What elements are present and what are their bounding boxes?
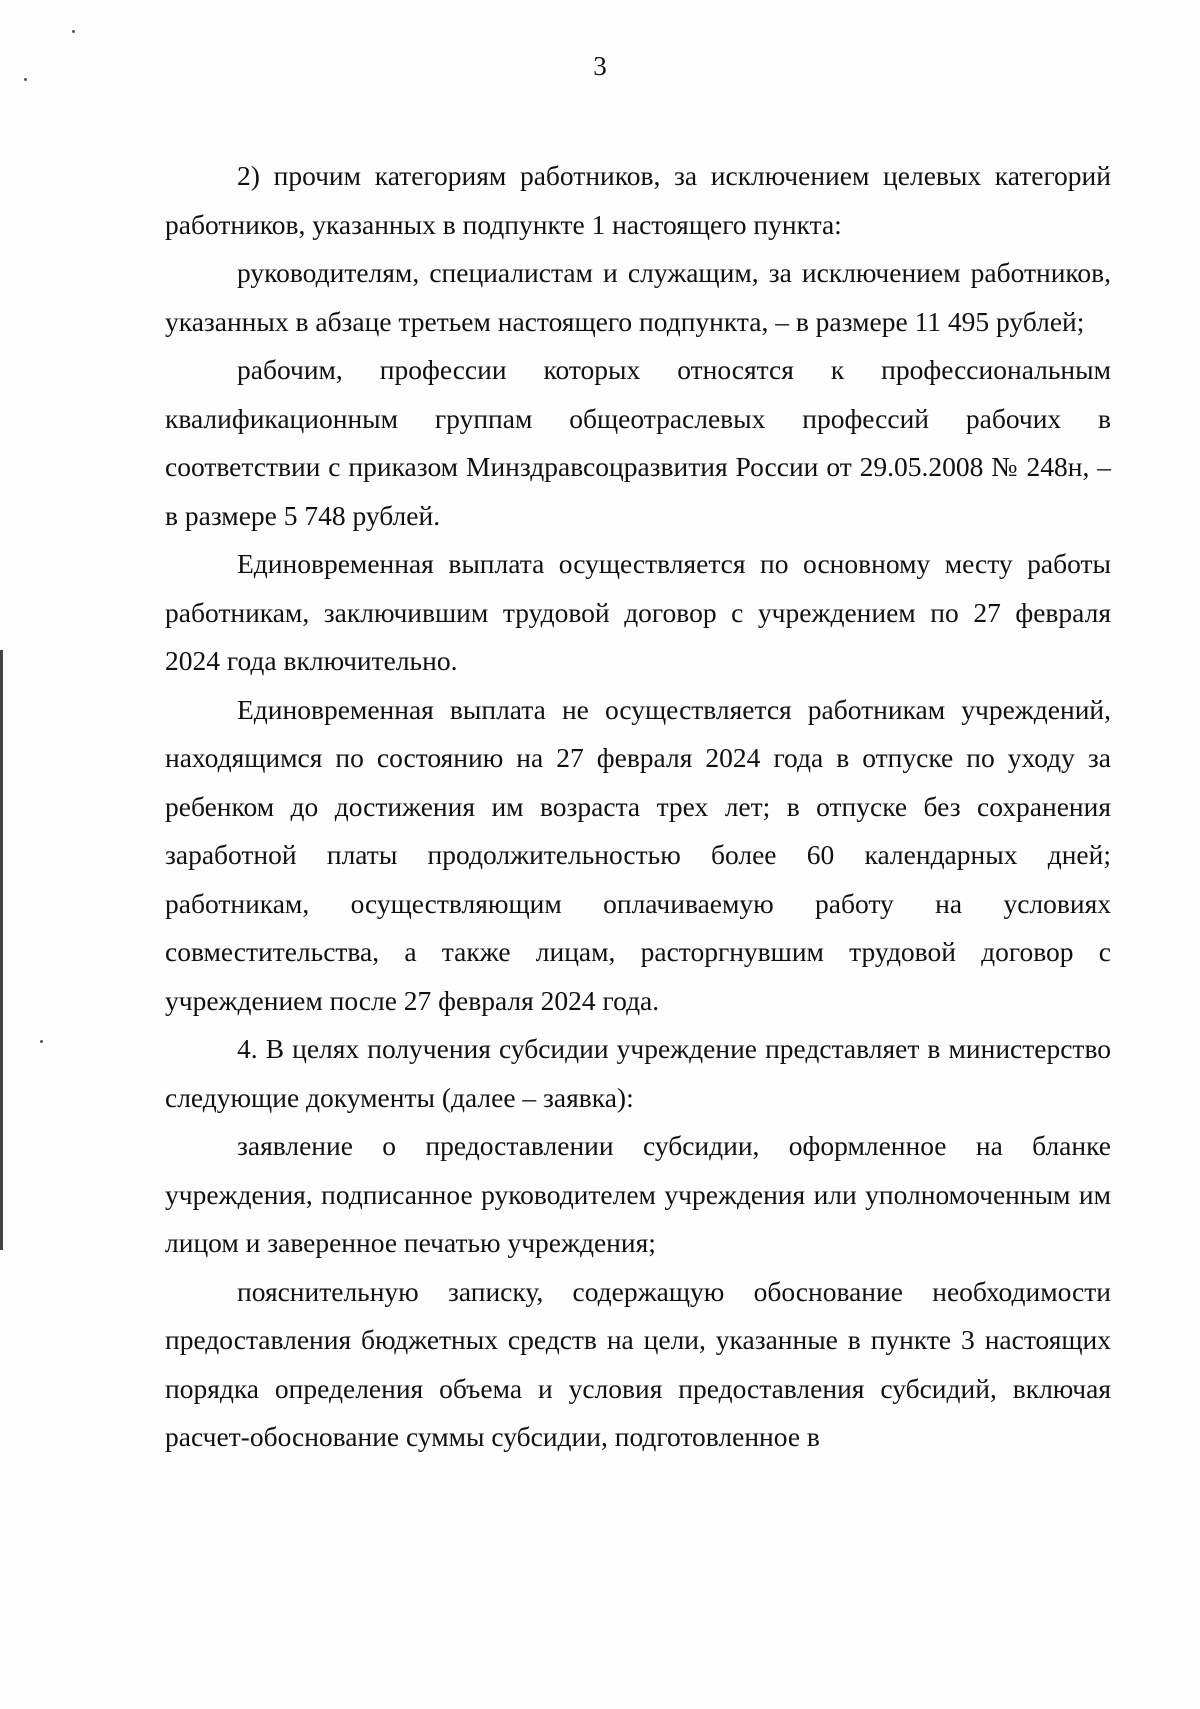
paragraph: пояснительную записку, содержащую обоснование необходимости предоставления бюджетных средств на цели, указанные в пункте 3 настоящих порядка определения объема и условия предоставления субсидий, включая расчет-обоснование суммы субсидии, подготовленное в	[165, 1275, 1111, 1452]
paragraph: заявление о предоставлении субсидии, оформленное на бланке учреждения, подписанное руководителем учреждения или уполномоченным им лицом и заверенное печатью учреждения;	[165, 1130, 1111, 1258]
scan-edge-mark	[0, 650, 3, 1250]
paragraph: руководителям, специалистам и служащим, за исключением работников, указанных в абзаце третьем настоящего подпункта, – в размере 11 495 рублей;	[165, 257, 1111, 337]
page-number: 3	[593, 51, 607, 81]
paragraph: Единовременная выплата осуществляется по основному месту работы работникам, заключившим трудовой договор с учреждением по 27 февраля 2024 года включительно.	[165, 548, 1111, 676]
paragraph: Единовременная выплата не осуществляется работникам учреждений, находящимся по состоянию на 27 февраля 2024 года в отпуске по уходу за ребенком до достижения им возраста трех лет; в отпуске без сохранения заработной платы продолжительностью более 60 календарных дней; работникам, осуществляющим оплачиваемую работу на условиях совместительства, а также лицам, расторгнувшим трудовой договор с учреждением после 27 февраля 2024 года.	[165, 693, 1111, 1016]
scan-speck	[72, 30, 75, 33]
paragraph: рабочим, профессии которых относятся к профессиональным квалификационным группам общеотраслевых профессий рабочих в соответствии с приказом Минздравсоцразвития России от 29.05.2008 № 248н, – в размере 5 748 рублей.	[165, 354, 1111, 531]
scan-speck	[40, 1040, 43, 1043]
paragraph: 2) прочим категориям работников, за исключением целевых категорий работников, указанных в подпункте 1 настоящего пункта:	[165, 160, 1111, 240]
document-body	[165, 152, 1111, 1462]
paragraph: 4. В целях получения субсидии учреждение представляет в министерство следующие документы (далее – заявка):	[165, 1033, 1111, 1113]
